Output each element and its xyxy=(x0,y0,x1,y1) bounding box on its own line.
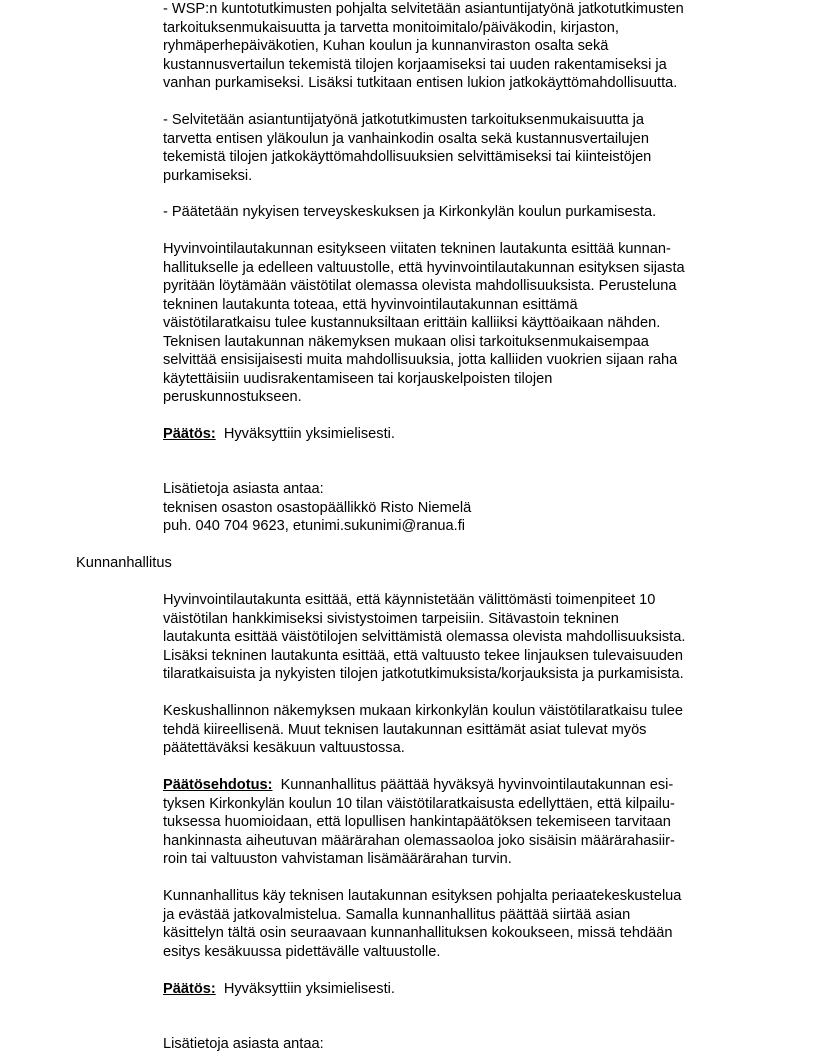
text-line: - Päätetään nykyisen terveyskeskuksen ja Kirkonkylän koulun purkamisesta. xyxy=(163,204,657,220)
text-line: lautakunta esittää väistötilojen selvittämistä olemassa olevista mahdollisuuksista. xyxy=(163,629,686,645)
text-line: ja evästää jatkovalmistelua. Samalla kunnanhallitus päättää siirtää asian xyxy=(163,906,631,923)
text-line: käsittelyn tältä osin seuraavaan kunnanhallituksen kokoukseen, missä tehdään xyxy=(163,925,673,941)
text-line: Keskushallinnon näkemyksen mukaan kirkonkylän koulun väistötilaratkaisu tulee xyxy=(163,703,683,719)
text-line: roin tai valtuuston vahvistaman lisämäärärahan turvin. xyxy=(163,851,512,867)
contact-info xyxy=(163,480,753,536)
text-line: tilaratkaisuista ja nykyisten tilojen jatkotutkimuksista/korjauksista ja purkamisista. xyxy=(163,666,684,682)
text-line: käytettäisiin uudisrakentamiseen tai korjauskelpoisten tilojen xyxy=(163,370,553,387)
text-line: esitys kesäkuussa pidettävälle valtuustolle. xyxy=(163,943,441,960)
text-line: hankinnasta aiheutuvan määrärahan olemassaoloa joko sisäisin määrärahasiir- xyxy=(163,832,675,849)
text-line: tarkoituksenmukaisuutta ja tarvetta monitoimitalo/päiväkodin, kirjaston, xyxy=(163,19,619,36)
text-line: Kunnanhallitus käy teknisen lautakunnan esityksen pohjalta periaatekeskustelua xyxy=(163,888,682,904)
decision xyxy=(163,425,753,444)
decision-text: Hyväksyttiin yksimielisesti. xyxy=(223,426,395,442)
text-line: selvittää ensisijaisesti muita mahdollisuuksia, jotta kalliiden vuokrien sijaan raha xyxy=(163,352,678,368)
text-line: - Selvitetään asiantuntijatyönä jatkotutkimusten tarkoituksenmukaisuutta ja xyxy=(163,112,645,128)
text-line: vanhan purkamiseksi. Lisäksi tutkitaan entisen lukion jatkokäyttömahdollisuutta. xyxy=(163,75,678,91)
text-line: tyksen Kirkonkylän koulun 10 tilan väistötilaratkaisusta edellyttäen, että kilpailu- xyxy=(163,795,675,812)
text-line: tehdä kiireellisenä. Muut teknisen lautakunnan esittämät asiat tulevat myös xyxy=(163,721,647,738)
text-line: tekemistä tilojen jatkokäyttömahdollisuuksien selvittämiseksi tai kiinteistöjen xyxy=(163,149,652,165)
paragraph-ylakoulu xyxy=(163,111,753,185)
decision-label: Päätös: xyxy=(163,981,216,997)
text-line: tekninen lautakunta toteaa, että hyvinvointilautakunnan esittämä xyxy=(163,296,578,313)
text-line: ryhmäperhepäiväkotien, Kuhan koulun ja kunnanviraston osalta sekä xyxy=(163,38,609,54)
contact-intro: Lisätietoja asiasta antaa: xyxy=(163,481,324,497)
paragraph-esitys xyxy=(163,240,753,407)
text-line: Kunnanhallitus päättää hyväksyä hyvinvointilautakunnan esi- xyxy=(280,777,674,793)
text-line: - WSP:n kuntotutkimusten pohjalta selvitetään asiantuntijatyönä jatkotutkimusten xyxy=(163,1,684,17)
decision-label: Päätös: xyxy=(163,426,216,442)
contact-info xyxy=(163,1035,753,1054)
paragraph-wsp xyxy=(163,0,753,93)
text-line: tuksessa huomioidaan, että lopullisen hankintapäätöksen tekemiseen tarvitaan xyxy=(163,814,671,830)
proposal-label: Päätösehdotus: xyxy=(163,777,273,793)
text-line: väistötilaratkaisu tulee kustannuksiltaan erittäin kalliiksi käyttöaikaan nähden. xyxy=(163,315,661,331)
decision-proposal xyxy=(163,776,753,869)
contact-person: teknisen osaston osastopäällikkö Risto Niemelä xyxy=(163,499,472,516)
text-line: Lisäksi tekninen lautakunta esittää, että valtuusto tekee linjauksen tulevaisuuden xyxy=(163,647,684,664)
text-line: väistötilan hankkimiseksi sivistystoimen tarpeisiin. Sitävastoin tekninen xyxy=(163,610,619,627)
paragraph-hyvinvointi xyxy=(163,591,753,684)
text-line: tarvetta entisen yläkoulun ja vanhainkodin osalta sekä kustannusvertailujen xyxy=(163,130,649,147)
decision xyxy=(163,980,753,999)
text-line: kustannusvertailun tekemistä tilojen korjaamiseksi tai uuden rakentamiseksi ja xyxy=(163,56,667,73)
paragraph-purku xyxy=(163,203,753,222)
text-line: päätettäväksi kesäkuun valtuustossa. xyxy=(163,740,405,756)
text-line: pyritään löytämään väistötilat olemassa olevista mahdollisuuksista. Perusteluna xyxy=(163,278,677,294)
text-line: peruskunnostukseen. xyxy=(163,389,302,405)
text-line: Hyvinvointilautakunta esittää, että käynnistetään välittömästi toimenpiteet 10 xyxy=(163,592,656,608)
text-line: Teknisen lautakunnan näkemyksen mukaan olisi tarkoituksenmukaisempaa xyxy=(163,333,649,350)
paragraph-keskushallinto xyxy=(163,702,753,758)
contact-intro: Lisätietoja asiasta antaa: xyxy=(163,1036,324,1052)
section-heading: Kunnanhallitus xyxy=(76,555,172,571)
contact-phone-email: puh. 040 704 9623, etunimi.sukunimi@ranua.fi xyxy=(163,518,466,534)
decision-text: Hyväksyttiin yksimielisesti. xyxy=(223,981,395,997)
text-line: purkamiseksi. xyxy=(163,167,253,184)
text-line: hallitukselle ja edelleen valtuustolle, että hyvinvointilautakunnan esityksen sijasta xyxy=(163,259,685,276)
text-line: Hyvinvointilautakunnan esitykseen viitaten tekninen lautakunta esittää kunnan- xyxy=(163,241,671,257)
paragraph-keskustelu xyxy=(163,887,753,961)
